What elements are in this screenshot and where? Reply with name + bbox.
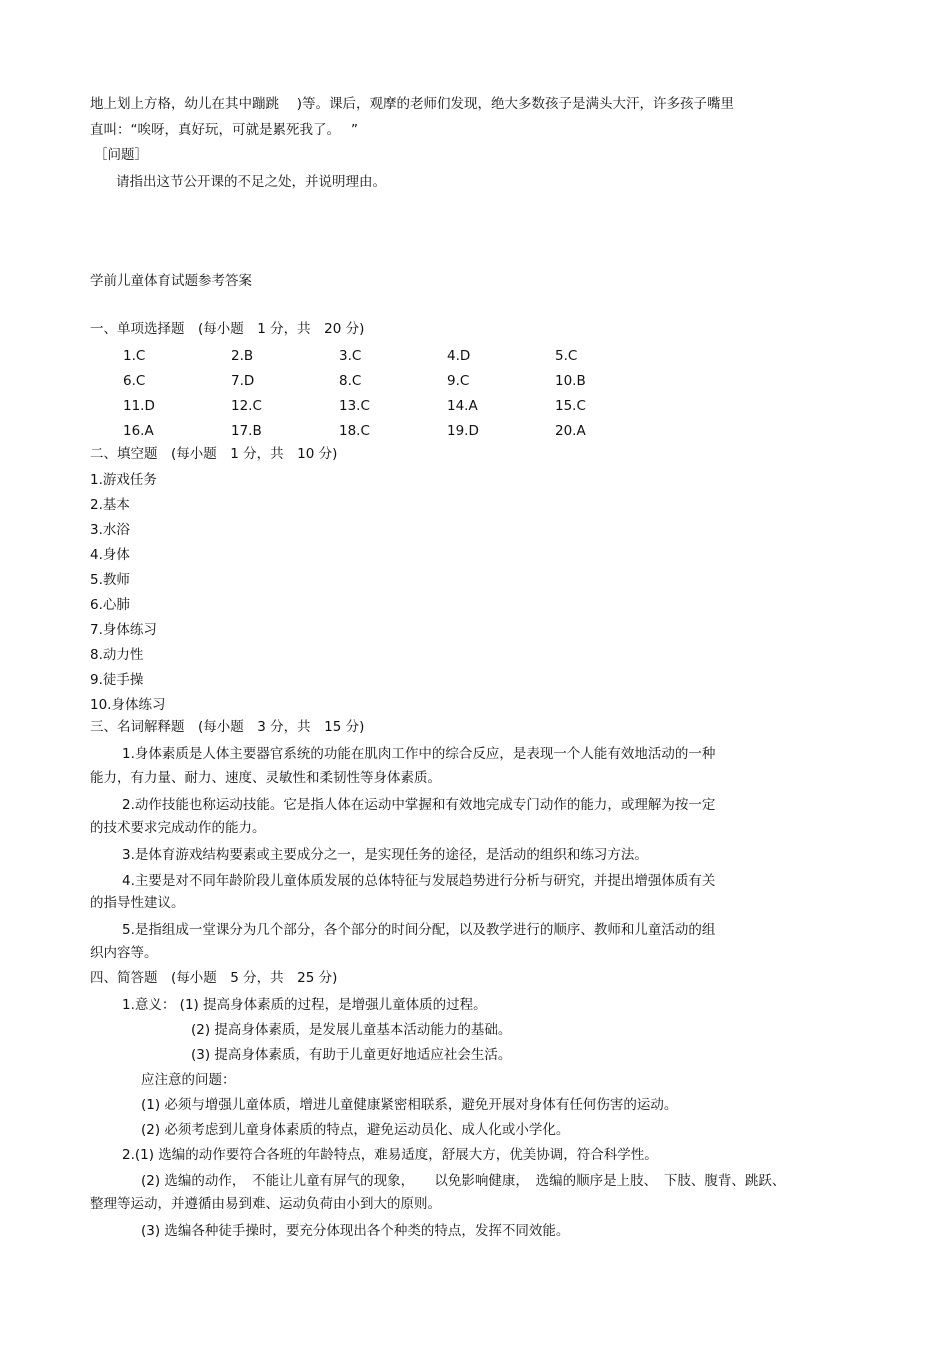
fill-answer: 2.基本	[90, 497, 130, 513]
short-answer-1-line: 应注意的问题：	[141, 1072, 236, 1088]
case-text-line-1: 地上划上方格，幼儿在其中蹦跳 )等。课后，观摩的老师们发现，绝大多数孩子是满头大汗，许多孩子嘴里	[90, 96, 735, 112]
choice-answer: 4.D	[447, 348, 471, 364]
definition-1-line-1: 1.身体素质是人体主要器官系统的功能在肌肉工作中的综合反应，是表现一个人能有效地活动的一种	[122, 746, 716, 762]
definition-1-line-2: 能力，有力量、耐力、速度、灵敏性和柔韧性等身体素质。	[90, 770, 441, 786]
choice-answer: 10.B	[555, 373, 586, 389]
section-1-heading: 一、单项选择题 (每小题 1 分，共 20 分)	[90, 321, 365, 337]
choice-answer: 16.A	[123, 423, 154, 439]
short-answer-2-line: (2) 选编的动作， 不能让儿童有屏气的现象， 以免影响健康， 选编的顺序是上肢、 下肢、腹背、跳跃、	[141, 1173, 786, 1189]
short-answer-1-line: (3) 提高身体素质，有助于儿童更好地适应社会生活。	[191, 1047, 512, 1063]
definition-2-line-2: 的技术要求完成动作的能力。	[90, 820, 266, 836]
choice-answer: 1.C	[123, 348, 146, 364]
fill-answer: 5.教师	[90, 572, 130, 588]
fill-answer: 7.身体练习	[90, 622, 157, 638]
choice-answer: 7.D	[231, 373, 255, 389]
choice-answer: 15.C	[555, 398, 586, 414]
fill-answer: 8.动力性	[90, 647, 144, 663]
fill-answer: 4.身体	[90, 547, 130, 563]
question-label: ［问题］	[94, 147, 148, 163]
definition-5-line-1: 5.是指组成一堂课分为几个部分，各个部分的时间分配，以及教学进行的顺序、教师和儿童活动的组	[122, 922, 716, 938]
definition-3: 3.是体育游戏结构要素或主要成分之一，是实现任务的途径，是活动的组织和练习方法。	[122, 847, 648, 863]
section-2-heading: 二、填空题 (每小题 1 分，共 10 分)	[90, 446, 338, 462]
choice-answer: 20.A	[555, 423, 586, 439]
fill-answer: 10.身体练习	[90, 697, 166, 713]
case-text-line-2: 直叫：“唉呀，真好玩，可就是累死我了。 ”	[90, 122, 359, 138]
short-answer-1-line: 1.意义： (1) 提高身体素质的过程，是增强儿童体质的过程。	[122, 997, 487, 1013]
short-answer-2-line: 2.(1) 选编的动作要符合各班的年龄特点，难易适度，舒展大方，优美协调，符合科学性。	[122, 1147, 658, 1163]
choice-answer: 11.D	[123, 398, 155, 414]
choice-answer: 3.C	[339, 348, 362, 364]
section-4-heading: 四、简答题 (每小题 5 分，共 25 分)	[90, 970, 338, 986]
definition-4-line-1: 4.主要是对不同年龄阶段儿童体质发展的总体特征与发展趋势进行分析与研究，并提出增强体质有关	[122, 873, 716, 889]
choice-answer: 18.C	[339, 423, 370, 439]
definition-4-line-2: 的指导性建议。	[90, 895, 185, 911]
choice-answer: 17.B	[231, 423, 262, 439]
fill-answer: 6.心肺	[90, 597, 130, 613]
definition-5-line-2: 织内容等。	[90, 945, 158, 961]
short-answer-2-line: 整理等运动，并遵循由易到难、运动负荷由小到大的原则。	[90, 1196, 441, 1212]
short-answer-2-line: (3) 选编各种徒手操时，要充分体现出各个种类的特点，发挥不同效能。	[141, 1223, 570, 1239]
question-text: 请指出这节公开课的不足之处，并说明理由。	[116, 174, 386, 190]
answer-key-title: 学前儿童体育试题参考答案	[90, 273, 252, 289]
choice-answer: 14.A	[447, 398, 478, 414]
choice-answer: 5.C	[555, 348, 578, 364]
choice-answer: 6.C	[123, 373, 146, 389]
choice-answer: 19.D	[447, 423, 479, 439]
choice-answer: 9.C	[447, 373, 470, 389]
short-answer-1-line: (2) 提高身体素质，是发展儿童基本活动能力的基础。	[191, 1022, 512, 1038]
fill-answer: 9.徒手操	[90, 672, 144, 688]
choice-answer: 2.B	[231, 348, 254, 364]
short-answer-1-line: (2) 必须考虑到儿童身体素质的特点，避免运动员化、成人化或小学化。	[141, 1122, 570, 1138]
definition-2-line-1: 2.动作技能也称运动技能。它是指人体在运动中掌握和有效地完成专门动作的能力，或理解为按一定	[122, 797, 716, 813]
choice-answer: 13.C	[339, 398, 370, 414]
section-3-heading: 三、名词解释题 (每小题 3 分，共 15 分)	[90, 719, 365, 735]
choice-answer: 8.C	[339, 373, 362, 389]
choice-answer: 12.C	[231, 398, 262, 414]
fill-answer: 1.游戏任务	[90, 472, 157, 488]
fill-answer: 3.水浴	[90, 522, 130, 538]
short-answer-1-line: (1) 必须与增强儿童体质，增进儿童健康紧密相联系，避免开展对身体有任何伤害的运动。	[141, 1097, 678, 1113]
